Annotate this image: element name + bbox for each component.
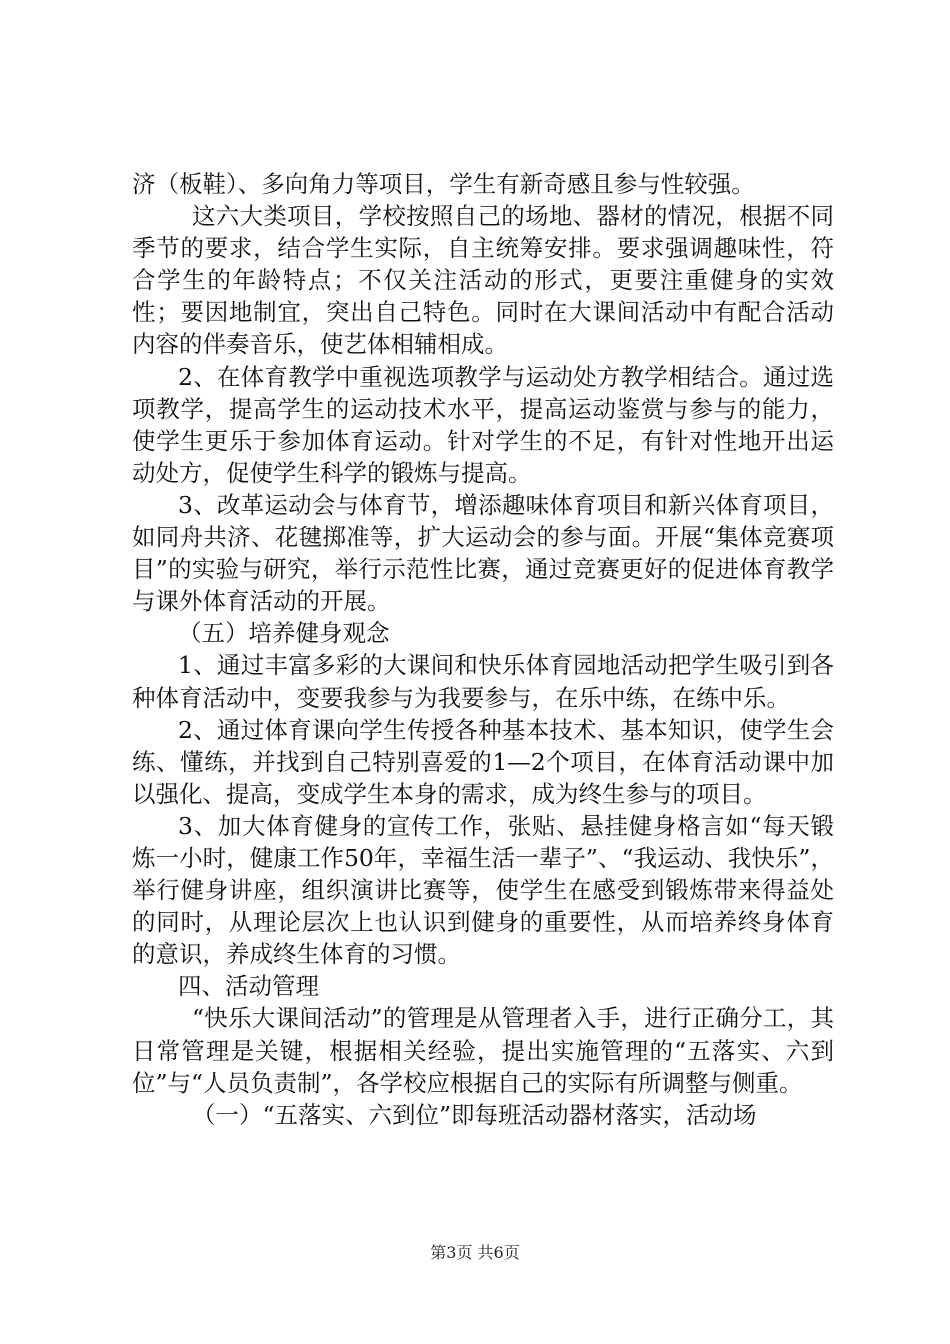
document-body bbox=[132, 168, 834, 1131]
paragraph: “快乐大课间活动”的管理是从管理者入手，进行正确分工，其日常管理是关键，根据相关经验，提出实施管理的“五落实、六到位”与“人员负责制”，各学校应根据自己的实际有所调整与侧重。 bbox=[132, 1004, 834, 1097]
section-heading: 四、活动管理 bbox=[178, 972, 319, 1001]
section-heading: （五）培养健身观念 bbox=[178, 619, 390, 648]
paragraph: 济（板鞋）、多向角力等项目，学生有新奇感且参与性较强。 bbox=[132, 170, 755, 198]
paragraph: 2、在体育教学中重视选项教学与运动处方教学相结合。通过选项教学，提高学生的运动技术水平，提高运动鉴赏与参与的能力，使学生更乐于参加体育运动。针对学生的不足，有针对性地开出运动处方，促使学生科学的锻炼与提高。 bbox=[132, 362, 834, 487]
paragraph: 2、通过体育课向学生传授各种基本技术、基本知识，使学生会练、懂练，并找到自己特别喜爱的1—2个项目，在体育活动课中加以强化、提高，变成学生本身的需求，成为终生参与的项目。 bbox=[132, 715, 834, 808]
paragraph: 3、加大体育健身的宣传工作，张贴、悬挂健身格言如“每天锻炼一小时，健康工作50年，幸福生活一辈子”、“我运动、我快乐”，举行健身讲座，组织演讲比赛等，使学生在感受到锻炼带来得益处的同时，从理论层次上也认识到健身的重要性，从而培养终身体育的意识，养成终生体育的习惯。 bbox=[132, 811, 834, 969]
paragraph: 3、改革运动会与体育节，增添趣味体育项目和新兴体育项目，如同舟共济、花毽掷准等，扩大运动会的参与面。开展“集体竞赛项目”的实验与研究，举行示范性比赛，通过竞赛更好的促进体育教学与课外体育活动的开展。 bbox=[132, 490, 834, 616]
paragraph: 这六大类项目，学校按照自己的场地、器材的情况，根据不同季节的要求，结合学生实际，自主统筹安排。要求强调趣味性，符合学生的年龄特点；不仅关注活动的形式，更要注重健身的实效性；要因地制宜，突出自己特色。同时在大课间活动中有配合活动内容的伴奏音乐，使艺体相辅相成。 bbox=[132, 202, 834, 359]
paragraph: （一）“五落实、六到位”即每班活动器材落实，活动场 bbox=[192, 1100, 757, 1129]
page-footer: 第3页 共6页 bbox=[430, 1243, 520, 1262]
paragraph: 1、通过丰富多彩的大课间和快乐体育园地活动把学生吸引到各种体育活动中，变要我参与为我要参与，在乐中练，在练中乐。 bbox=[132, 651, 834, 712]
